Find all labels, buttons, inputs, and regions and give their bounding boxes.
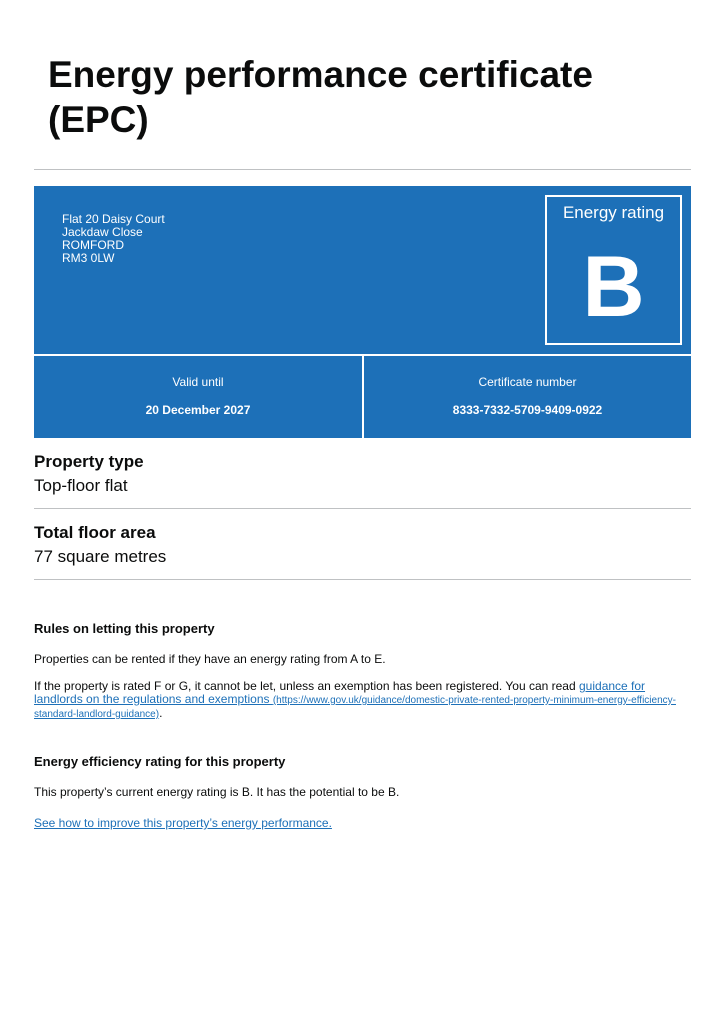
energy-rating-label: Energy rating (562, 203, 665, 222)
floor-area-value: 77 square metres (34, 547, 167, 566)
improve-performance-link[interactable]: See how to improve this property’s energy performance. (34, 816, 332, 830)
valid-until-label: Valid until (172, 375, 224, 389)
landlord-guidance-link-text: guidance for landlords on the regulations and exemptions (34, 679, 646, 706)
landlord-guidance-url: (https://www.gov.uk/guidance/domestic-private-rented-property-minimum-energy-efficiency-standard-landlord-guidance) (34, 695, 676, 720)
valid-until-value: 20 December 2027 (145, 403, 251, 417)
energy-rating-letter: B (582, 239, 645, 335)
letting-rules-heading: Rules on letting this property (34, 621, 215, 636)
improve-performance-link-wrap (34, 817, 694, 830)
letting-exemption-intro: If the property is rated F or G, it cannot be let, unless an exemption has been registered. You can read (34, 679, 579, 693)
address-line: RM3 0LW (62, 251, 115, 265)
address-line: Jackdaw Close (62, 225, 143, 239)
page-title: Energy performance certificate (EPC) (48, 54, 593, 140)
letting-exemption-text (34, 680, 694, 721)
letting-rules-text: Properties can be rented if they have an energy rating from A to E. (34, 652, 386, 666)
efficiency-rating-text: This property’s current energy rating is B. It has the potential to be B. (34, 785, 400, 799)
title-divider (34, 169, 691, 170)
address-line: ROMFORD (62, 238, 124, 252)
valid-until-cell (34, 356, 362, 438)
property-type-heading: Property type (34, 452, 144, 471)
certificate-number-label: Certificate number (478, 375, 577, 389)
efficiency-rating-heading: Energy efficiency rating for this property (34, 754, 286, 769)
address-line: Flat 20 Daisy Court (62, 212, 165, 226)
certificate-number-value: 8333-7332-5709-9409-0922 (452, 403, 603, 417)
property-address (62, 213, 165, 265)
section-divider (34, 508, 691, 509)
certificate-number-cell (364, 356, 691, 438)
energy-rating-box (545, 195, 682, 345)
section-divider (34, 579, 691, 580)
letting-exemption-end: . (159, 706, 163, 720)
property-type-value: Top-floor flat (34, 476, 128, 495)
epc-summary-panel (34, 186, 691, 438)
floor-area-heading: Total floor area (34, 523, 156, 542)
